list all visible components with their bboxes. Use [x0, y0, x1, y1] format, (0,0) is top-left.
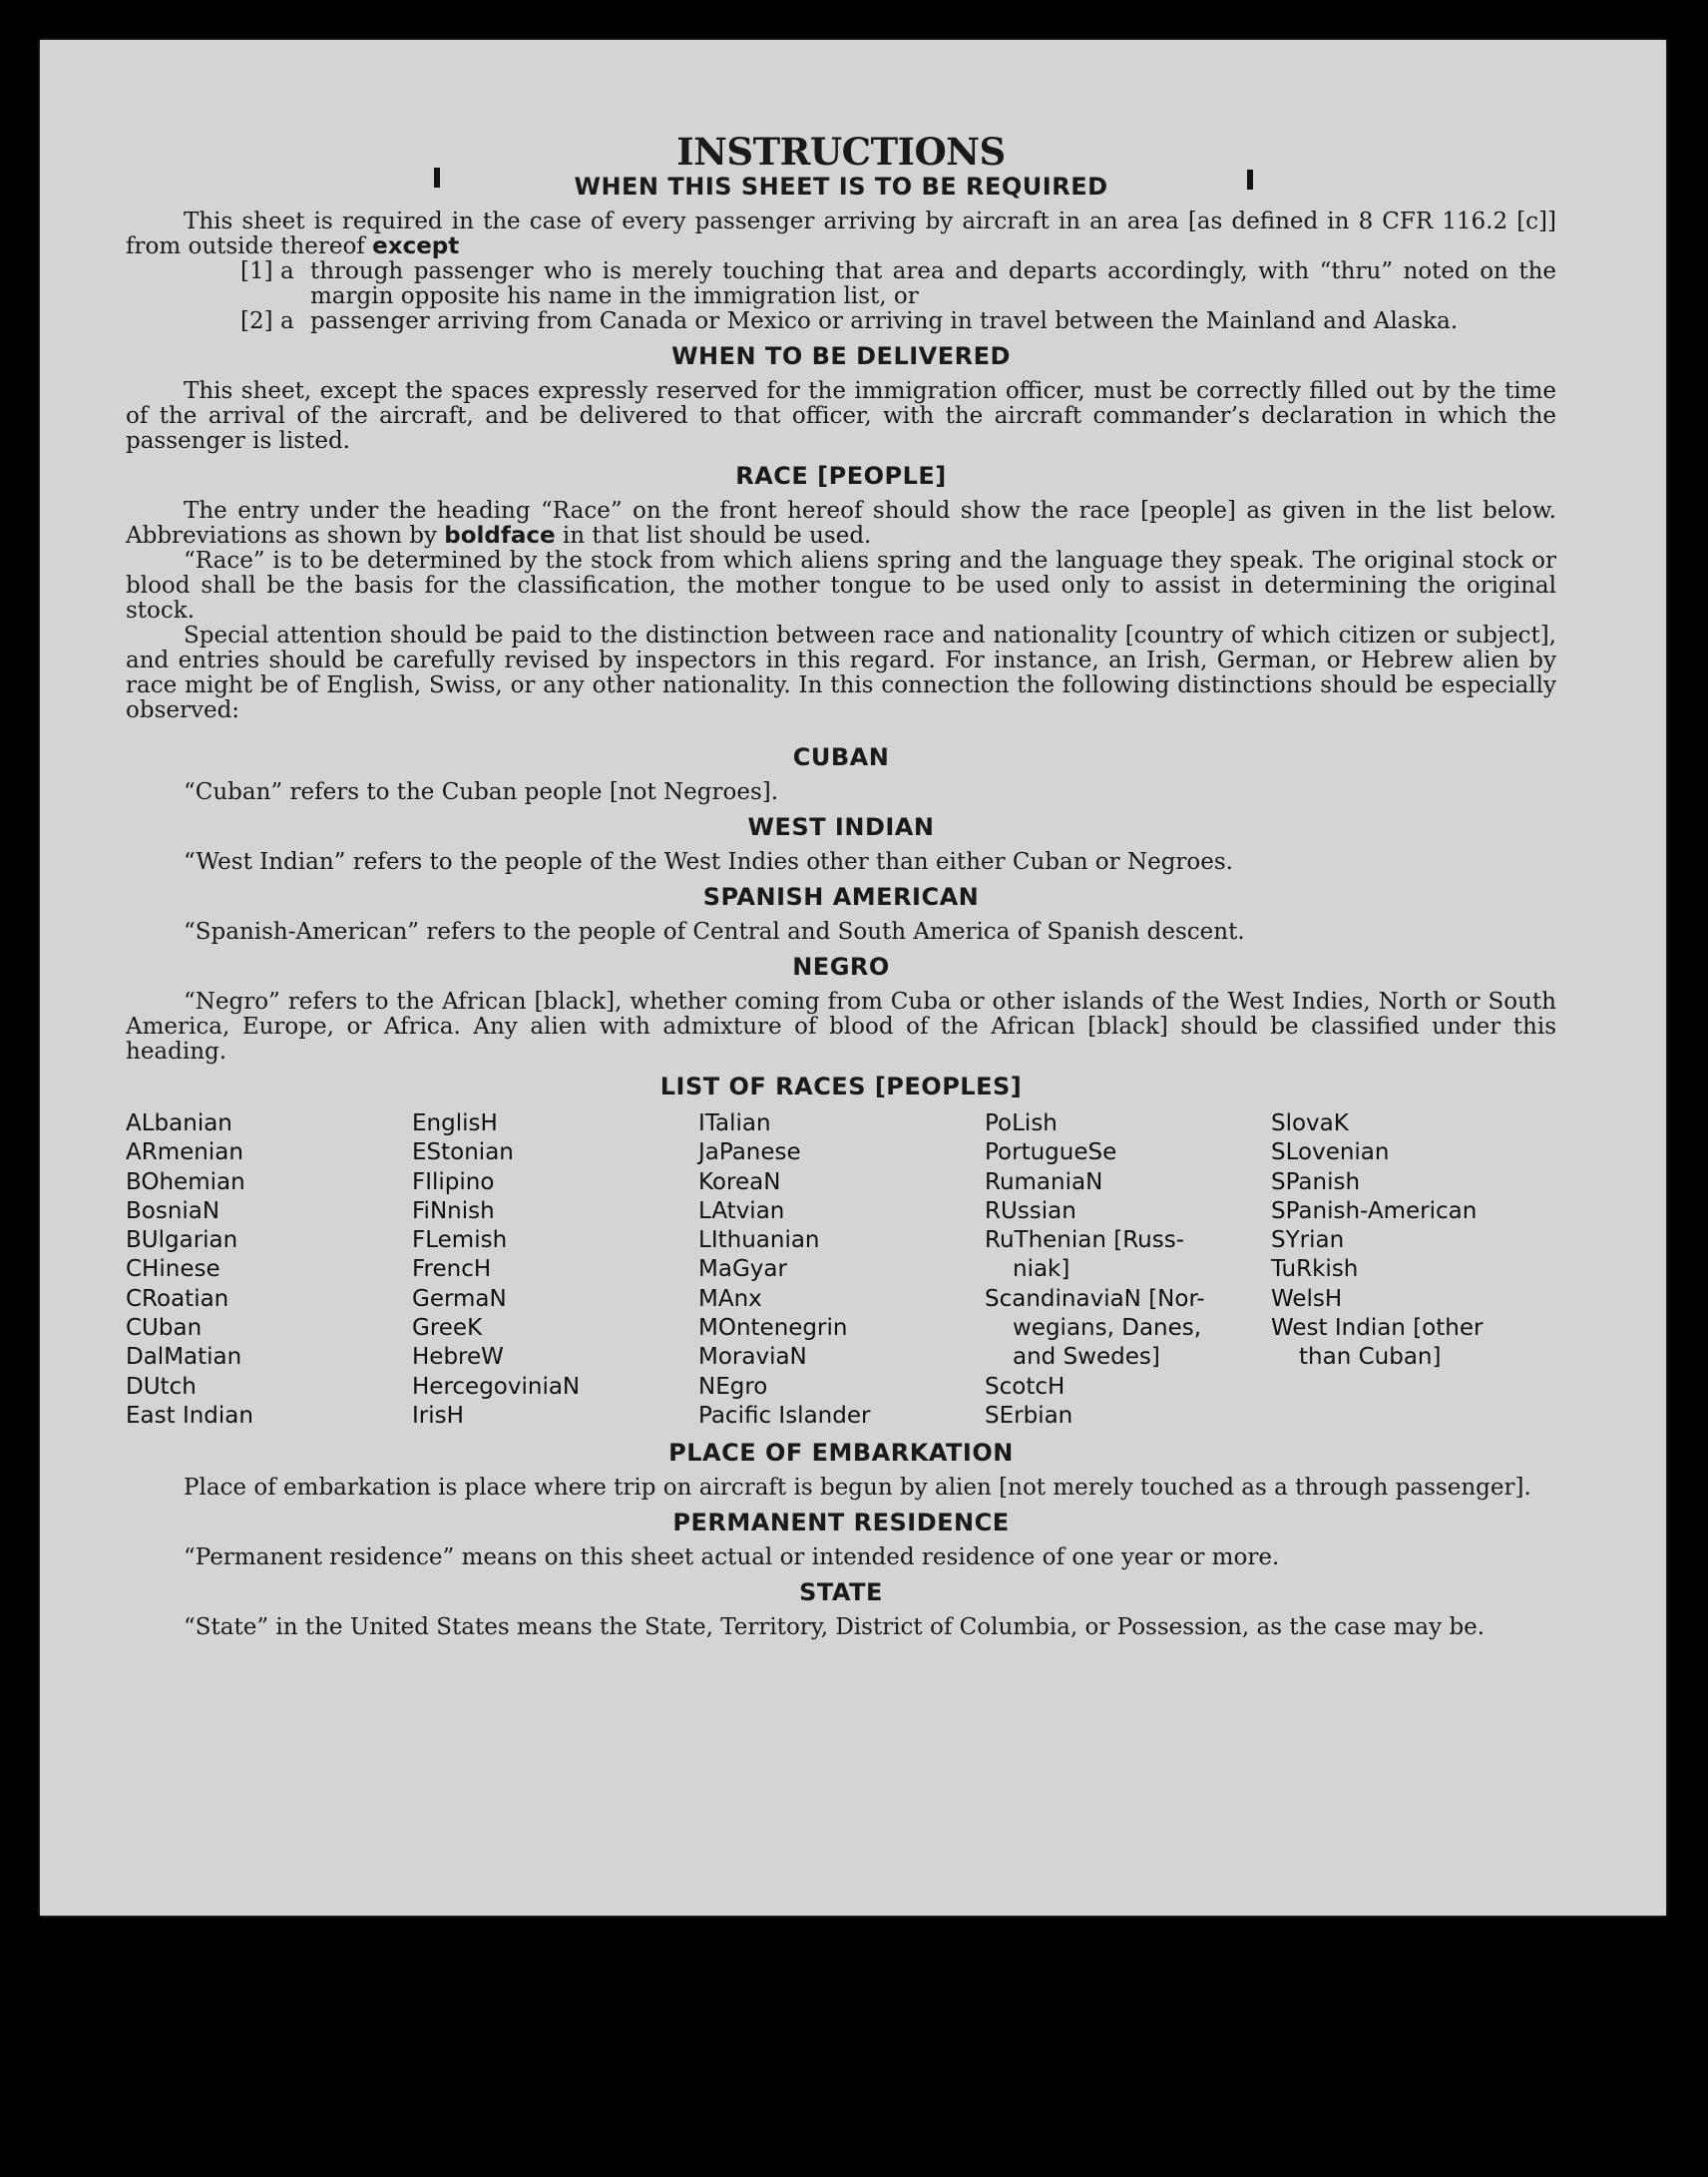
- race-item: BOhemian: [126, 1168, 245, 1195]
- race-item: MoraviaN: [698, 1344, 807, 1371]
- race-item: CHinese: [126, 1256, 220, 1283]
- race-item: FrencH: [412, 1256, 492, 1283]
- races-list: [126, 1109, 1556, 1431]
- heading-race: RACE [PEOPLE]: [735, 462, 947, 490]
- races-column-5: [1271, 1109, 1557, 1431]
- race-item: JaPanese: [698, 1139, 801, 1166]
- page-title: INSTRUCTIONS: [676, 130, 1006, 174]
- race-item-continuation: than Cuban]: [1299, 1344, 1442, 1371]
- race-item: RUssian: [985, 1197, 1076, 1224]
- race-item: RumaniaN: [985, 1168, 1103, 1195]
- race-item: DalMatian: [126, 1344, 242, 1371]
- spanish-american-text: “Spanish-American” refers to the people of Central and South America of Spanish descent.: [184, 919, 1245, 945]
- heading-when-delivered: WHEN TO BE DELIVERED: [671, 342, 1011, 370]
- heading-list-of-races: LIST OF RACES [PEOPLES]: [659, 1073, 1023, 1100]
- spacer: [126, 723, 1556, 735]
- race-item: BUlgarian: [126, 1227, 238, 1254]
- race-item: MaGyar: [698, 1256, 787, 1283]
- race-item: PortugueSe: [985, 1139, 1117, 1166]
- race-item: LAtvian: [698, 1197, 785, 1224]
- race-item: CRoatian: [126, 1285, 229, 1312]
- race-paragraph-3: Special attention should be paid to the distinction between race and nationality [country of which citizen or subject], and entries should be carefully revised by inspectors in this regard. For instance, an Irish, German, or Hebrew alien by race might be of English, Swiss, or any other nationality. In this connection the following distinctions should be especially observed:: [126, 623, 1556, 723]
- race-item: East Indian: [126, 1402, 253, 1429]
- race-item: ScotcH: [985, 1373, 1066, 1400]
- heading-spanish-american: SPANISH AMERICAN: [702, 883, 980, 911]
- race-item: NEgro: [698, 1373, 768, 1400]
- race-item-continuation: and Swedes]: [1013, 1344, 1160, 1371]
- race-item: LIthuanian: [698, 1227, 820, 1254]
- race-item: DUtch: [126, 1373, 197, 1400]
- heading-negro: NEGRO: [792, 953, 890, 981]
- race-paragraph-1: The entry under the heading “Race” on the front hereof should show the race [people] as given in the list below. Abbreviations as shown by boldface in that list should be used.: [126, 498, 1556, 549]
- race-item: PoLish: [985, 1110, 1058, 1136]
- delivered-text: This sheet, except the spaces expressly reserved for the immigration officer, must be correctly filled out by the time of the arrival of the aircraft, and be delivered to that officer, with the aircraft commander’s declaration in which the passenger is listed.: [126, 378, 1556, 454]
- races-column-2: [412, 1109, 698, 1431]
- race-item: MAnx: [698, 1285, 762, 1312]
- race-item: FiNnish: [412, 1197, 495, 1224]
- race-item: HercegoviniaN: [412, 1373, 581, 1400]
- exception-item-1: [1] a through passenger who is merely touching that area and departs accordingly, with “thru” noted on the margin opposite his name in the immigration list, or: [240, 258, 1556, 309]
- race-item: West Indian [other: [1271, 1315, 1484, 1342]
- race-item-continuation: niak]: [1013, 1256, 1070, 1283]
- negro-text: “Negro” refers to the African [black], whether coming from Cuba or other islands of the West Indies, North or South America, Europe, or Africa. Any alien with admixture of blood of the African [black] should be classified under this heading.: [126, 989, 1556, 1065]
- embarkation-text: Place of embarkation is place where trip on aircraft is begun by alien [not merely touched as a through passenger].: [184, 1475, 1531, 1502]
- race-item: SErbian: [985, 1402, 1073, 1429]
- exception-item-2: [2] a passenger arriving from Canada or Mexico or arriving in travel between the Mainland and Alaska.: [240, 308, 1459, 334]
- west-indian-text: “West Indian” refers to the people of the West Indies other than either Cuban or Negroes.: [184, 849, 1233, 875]
- residence-text: “Permanent residence” means on this sheet actual or intended residence of one year or more.: [184, 1544, 1280, 1571]
- heading-state: STATE: [799, 1578, 883, 1607]
- race-item: RuThenian [Russ-: [985, 1227, 1185, 1254]
- race-item: IrisH: [412, 1402, 464, 1429]
- race-item: EnglisH: [412, 1110, 498, 1136]
- heading-place-of-embarkation: PLACE OF EMBARKATION: [668, 1439, 1014, 1468]
- race-item: SLovenian: [1271, 1139, 1390, 1166]
- races-column-1: [126, 1109, 412, 1431]
- race-item: SlovaK: [1271, 1110, 1349, 1136]
- race-item: EStonian: [412, 1139, 514, 1166]
- race-item: Pacific Islander: [698, 1402, 871, 1429]
- race-item: ALbanian: [126, 1110, 232, 1136]
- race-item: ScandinaviaN [Nor-: [985, 1285, 1205, 1312]
- required-intro: This sheet is required in the case of every passenger arriving by aircraft in an area [as defined in 8 CFR 116.2 [c]] from outside thereof except: [126, 209, 1556, 259]
- race-item: FLemish: [412, 1227, 508, 1254]
- race-item: SPanish-American: [1271, 1197, 1478, 1224]
- race-item: WelsH: [1271, 1285, 1343, 1312]
- state-text: “State” in the United States means the State, Territory, District of Columbia, or Possession, as the case may be.: [184, 1614, 1486, 1641]
- race-item: MOntenegrin: [698, 1315, 848, 1342]
- race-item: SPanish: [1271, 1168, 1361, 1195]
- race-item: ARmenian: [126, 1139, 243, 1166]
- document-sheet: [40, 40, 1666, 1916]
- race-item: ITalian: [698, 1110, 771, 1136]
- race-item: BosniaN: [126, 1197, 220, 1224]
- race-item: KoreaN: [698, 1168, 781, 1195]
- instructions-content: [126, 130, 1556, 1641]
- race-item: HebreW: [412, 1344, 504, 1371]
- heading-cuban: CUBAN: [792, 743, 890, 771]
- race-item: SYrian: [1271, 1227, 1345, 1254]
- heading-permanent-residence: PERMANENT RESIDENCE: [672, 1509, 1010, 1537]
- heading-west-indian: WEST INDIAN: [747, 813, 935, 841]
- races-column-3: [698, 1109, 985, 1431]
- race-item: FIlipino: [412, 1168, 495, 1195]
- race-item: GreeK: [412, 1315, 483, 1342]
- race-item: GermaN: [412, 1285, 507, 1312]
- heading-when-required: WHEN THIS SHEET IS TO BE REQUIRED: [574, 173, 1108, 201]
- races-column-4: [985, 1109, 1271, 1431]
- race-paragraph-2: “Race” is to be determined by the stock from which aliens spring and the language they speak. The original stock or blood shall be the basis for the classification, the mother tongue to be used only to assist in determining the original stock.: [126, 548, 1556, 624]
- race-item-continuation: wegians, Danes,: [1013, 1315, 1202, 1342]
- race-item: CUban: [126, 1315, 203, 1342]
- race-item: TuRkish: [1271, 1256, 1359, 1283]
- cuban-text: “Cuban” refers to the Cuban people [not Negroes].: [184, 779, 779, 805]
